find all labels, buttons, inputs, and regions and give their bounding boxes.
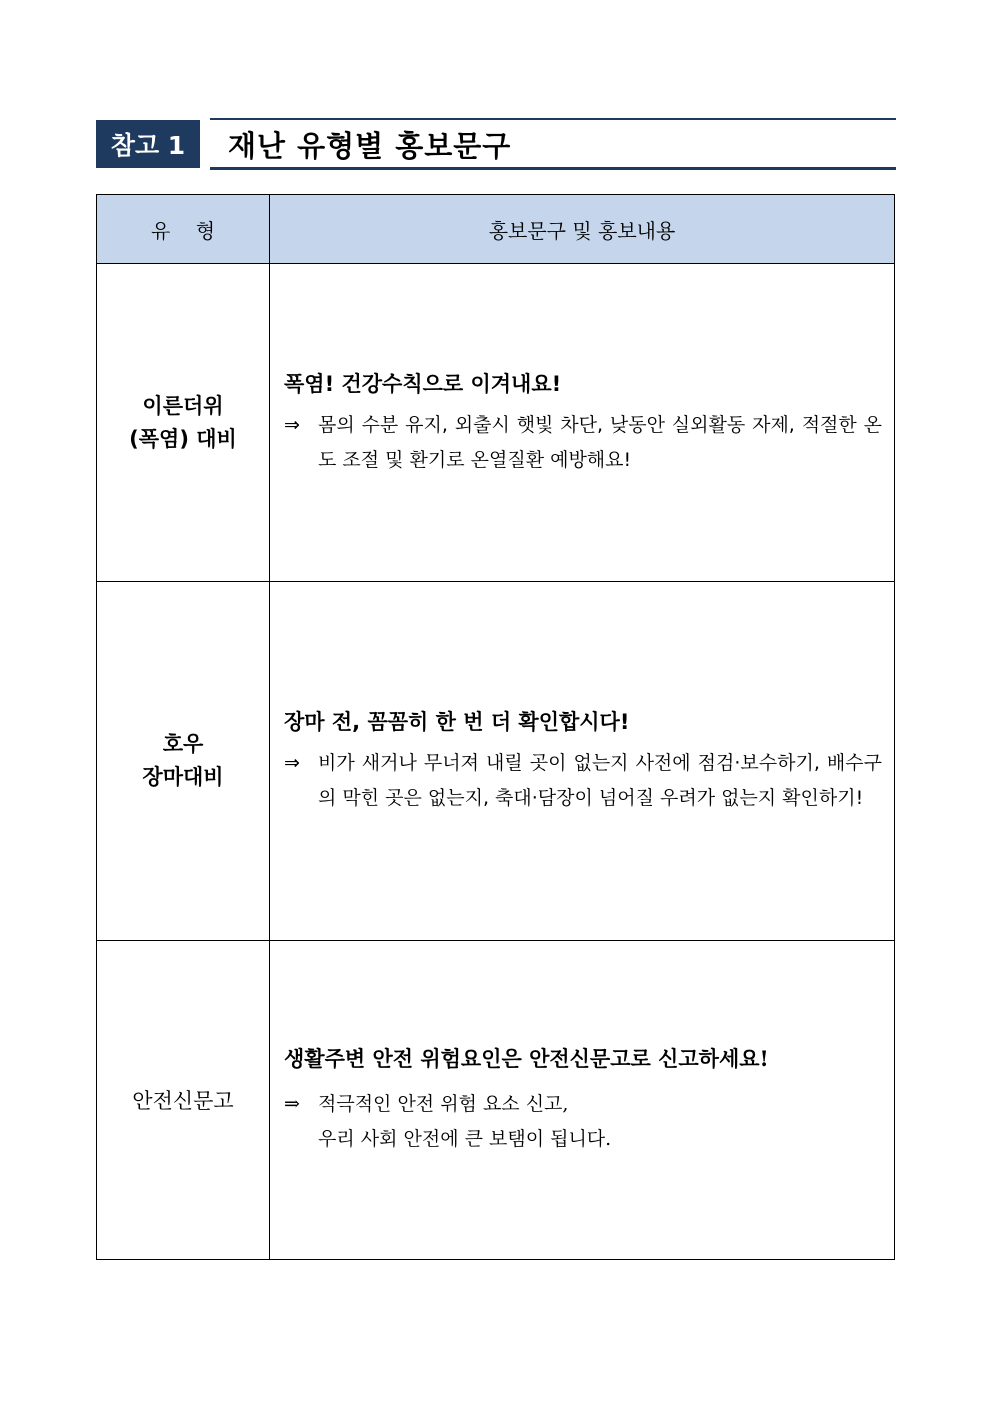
slogan: 폭염! 건강수칙으로 이겨내요!: [284, 371, 562, 396]
header-content: 홍보문구 및 홍보내용: [270, 195, 895, 264]
description: [284, 1087, 882, 1157]
type-label: 안전신문고: [132, 1089, 234, 1113]
type-label: 이른더위: [142, 393, 224, 418]
content-cell: [270, 264, 895, 582]
slogan: 생활주변 안전 위험요인은 안전신문고로 신고하세요!: [284, 1046, 769, 1071]
reference-badge: 참고 1: [96, 120, 200, 168]
title-bottom-rule: [210, 167, 896, 170]
arrow-icon: ⇒: [284, 413, 300, 436]
title-top-rule: [210, 118, 896, 120]
table-row: [97, 264, 895, 582]
page-title: 재난 유형별 홍보문구: [228, 129, 512, 163]
description-text: 비가 새거나 무너져 내릴 곳이 없는지 사전에 점검·보수하기, 배수구의 막힌 곳은 없는지, 축대·담장이 넘어질 우려가 없는지 확인하기!: [318, 752, 882, 809]
type-cell: [97, 941, 270, 1260]
document-heading: [96, 118, 896, 170]
type-label: 장마대비: [142, 765, 224, 789]
arrow-icon: ⇒: [284, 1093, 300, 1115]
description: [284, 408, 882, 478]
type-cell: [97, 582, 270, 941]
type-label: (폭염) 대비: [129, 426, 237, 451]
type-cell: [97, 264, 270, 582]
content-cell: [270, 941, 895, 1260]
description-text: 몸의 수분 유지, 외출시 햇빛 차단, 낮동안 실외활동 자제, 적절한 온도 조절 및 환기로 온열질환 예방해요!: [318, 413, 882, 471]
table-header-row: [97, 195, 895, 264]
slogan: 장마 전, 꼼꼼히 한 번 더 확인합시다!: [284, 710, 630, 734]
content-cell: [270, 582, 895, 941]
promo-table: [96, 194, 895, 1260]
type-label: 호우: [162, 732, 204, 756]
description-line: 적극적인 안전 위험 요소 신고,: [318, 1093, 569, 1115]
table-row: [97, 582, 895, 941]
description-text: [318, 1087, 882, 1157]
arrow-icon: ⇒: [284, 752, 300, 774]
table-row: [97, 941, 895, 1260]
description: [284, 746, 882, 816]
header-type: 유 형: [97, 195, 270, 264]
description-line: 우리 사회 안전에 큰 보탬이 됩니다.: [318, 1128, 612, 1150]
